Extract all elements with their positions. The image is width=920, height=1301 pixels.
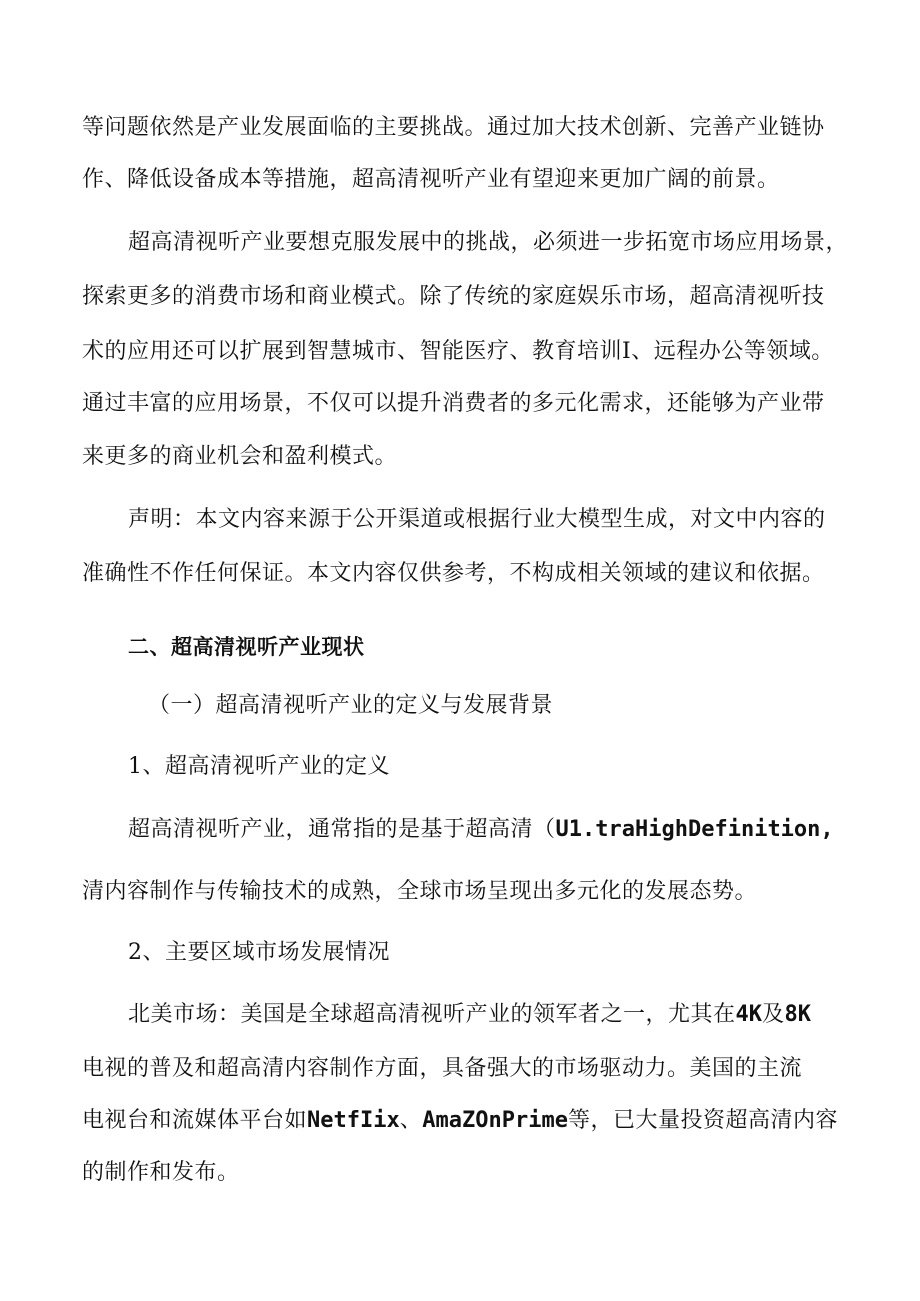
disclaimer-line-2: 准确性不作任何保证。本文内容仅供参考，不构成相关领域的建议和依据。 <box>82 561 825 586</box>
definition-text: 超高清视听产业，通常指的是基于超高清（ <box>128 817 556 842</box>
separator-text: 、 <box>399 1108 423 1133</box>
item1-heading: 1、超高清视听产业的定义 <box>128 754 390 779</box>
market-paragraph-line-5: 来更多的商业机会和盈利模式。 <box>82 444 398 469</box>
intro-line-2: 作、降低设备成本等措施，超高清视听产业有望迎来更加广阔的前景。 <box>82 167 780 192</box>
market-paragraph-line-1: 超高清视听产业要想克服发展中的挑战，必须进一步拓宽市场应用场景， <box>128 230 849 255</box>
definition-line-2: 清内容制作与传输技术的成熟，全球市场呈现出多元化的发展态势。 <box>82 879 758 904</box>
market-paragraph-line-4: 通过丰富的应用场景，不仅可以提升消费者的多元化需求，还能够为产业带 <box>82 391 825 416</box>
market-paragraph-line-3: 术的应用还可以扩展到智慧城市、智能医疗、教育培训I、远程办公等领域。 <box>82 339 834 364</box>
north-america-text: 等，已大量投资超高清内容 <box>567 1108 838 1133</box>
subsection-heading: （一）超高清视听产业的定义与发展背景 <box>148 693 554 718</box>
north-america-line-2: 电视的普及和超高清内容制作方面，具备强大的市场驱动力。美国的主流 <box>82 1056 803 1081</box>
conjunction-text: 及 <box>762 1002 785 1027</box>
item2-heading: 2、主要区域市场发展情况 <box>128 940 390 965</box>
north-america-line-3 <box>82 1106 838 1136</box>
resolution-8k: 8K <box>784 1002 812 1027</box>
resolution-4k: 4K <box>735 1002 763 1027</box>
netflix-name: NetfIix <box>307 1108 400 1133</box>
north-america-line-4: 的制作和发布。 <box>82 1160 240 1185</box>
market-paragraph-line-2: 探索更多的消费市场和商业模式。除了传统的家庭娱乐市场，超高清视听技 <box>82 284 825 309</box>
section-heading: 二、超高清视听产业现状 <box>128 635 365 659</box>
intro-line-1: 等问题依然是产业发展面临的主要挑战。通过加大技术创新、完善产业链协 <box>82 115 825 140</box>
amazon-prime-name: AmaZOnPrime <box>422 1108 568 1133</box>
north-america-text: 北美市场：美国是全球超高清视听产业的领军者之一，尤其在 <box>128 1002 736 1027</box>
disclaimer-line-1: 声明：本文内容来源于公开渠道或根据行业大模型生成，对文中内容的 <box>128 507 826 532</box>
definition-line-1 <box>128 815 834 845</box>
definition-term: U1.traHighDefinition, <box>555 817 834 842</box>
north-america-line-1 <box>128 1000 811 1030</box>
north-america-text: 电视台和流媒体平台如 <box>82 1108 308 1133</box>
